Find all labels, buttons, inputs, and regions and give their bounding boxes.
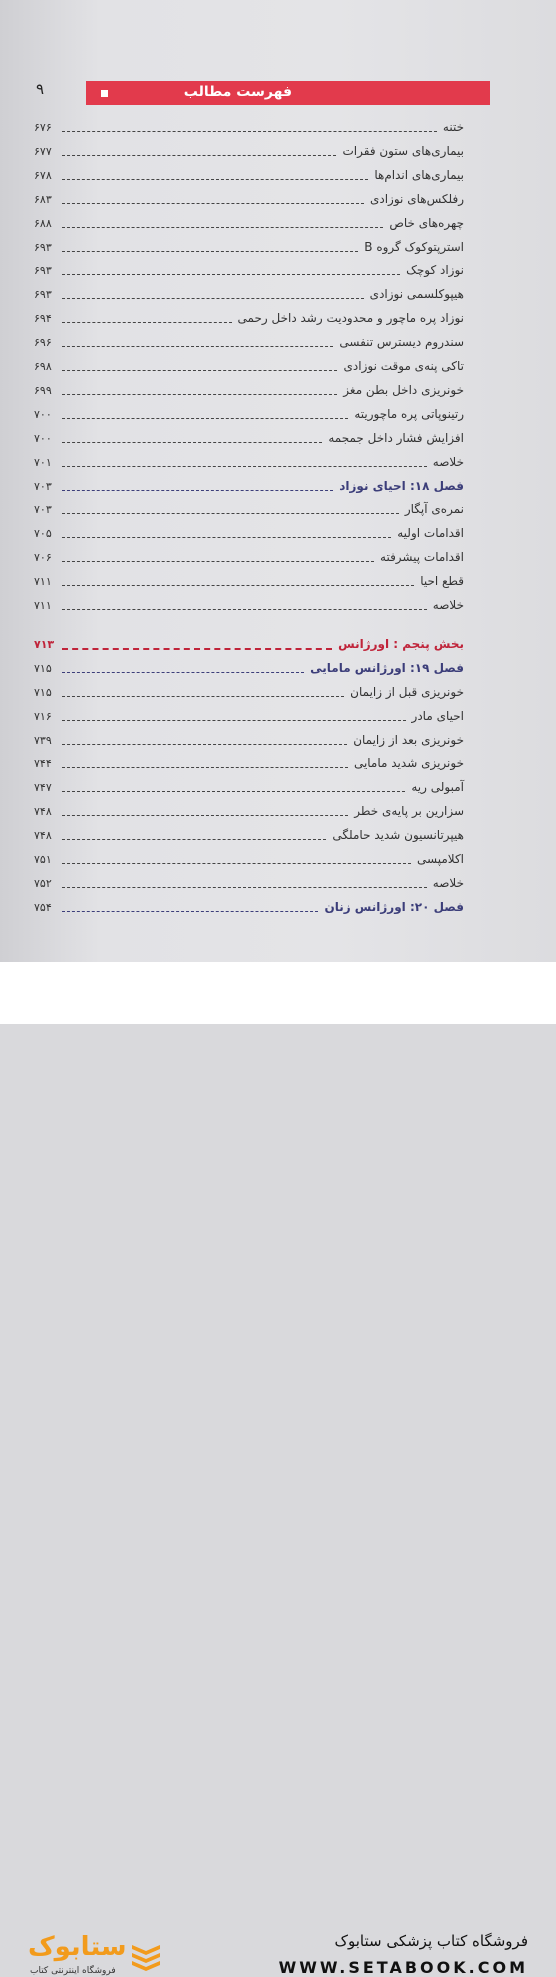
toc-label: احیای مادر: [411, 708, 464, 723]
leader-dashes: [62, 609, 427, 610]
leader-dashes: [62, 537, 391, 538]
toc-page-number: ۷۱۵: [34, 661, 52, 675]
toc-page-number: ۷۰۳: [34, 503, 52, 517]
toc-entry: [34, 191, 464, 213]
toc-label: سزارین بر پایه‌ی خطر: [354, 804, 464, 819]
toc-entry: [34, 262, 464, 284]
toc-page-number: ۷۱۱: [34, 599, 52, 612]
toc-entry: [34, 501, 464, 523]
toc-page-number: ۶۹۳: [34, 264, 52, 278]
leader-dashes: [62, 672, 304, 673]
toc-page-number: ۷۴۸: [34, 829, 52, 843]
toc-label: قطع احیا: [420, 574, 464, 589]
leader-dashes: [62, 863, 411, 864]
leader-dashes: [62, 720, 406, 721]
leader-dashes: [62, 418, 348, 419]
toc-entry: [34, 525, 464, 547]
leader-dashes: [62, 648, 332, 650]
toc-entry: [34, 143, 464, 165]
leader-dashes: [62, 490, 333, 491]
leader-dashes: [62, 131, 437, 132]
leader-dashes: [62, 585, 414, 586]
toc-entry: [34, 732, 464, 754]
toc-entry: [34, 573, 464, 595]
toc-entry: [34, 358, 464, 380]
toc-label: تاکی پنه‌ی موقت نوزادی: [343, 359, 464, 373]
toc-label: بیماری‌های ستون فقرات: [342, 143, 464, 158]
leader-dashes: [62, 767, 348, 768]
toc-page-number: ۷۳۹: [34, 733, 52, 747]
toc-label: رتینوپاتی پره ماچوریته: [354, 406, 464, 421]
toc-label: بیماری‌های اندام‌ها: [374, 167, 464, 182]
store-logo-text: ستابوک: [28, 1932, 127, 1962]
leader-dashes: [62, 179, 368, 180]
toc-page-number: ۶۸۸: [34, 216, 52, 230]
toc-entry: [34, 286, 464, 308]
square-bullet-icon: [101, 90, 108, 97]
toc-entry: [34, 597, 464, 619]
toc-label: نوزاد پره ماچور و محدودیت رشد داخل رحمی: [237, 311, 464, 326]
toc-entry: [34, 167, 464, 189]
store-name: فروشگاه کتاب پزشکی ستابوک: [334, 1932, 528, 1950]
toc-entry: [34, 549, 464, 571]
toc-entry: [34, 708, 464, 730]
toc-label: هیپرتانسیون شدید حاملگی: [332, 828, 464, 843]
toc-page-number: ۷۰۳: [34, 479, 52, 493]
toc-label: استرپتوکوک گروه B: [364, 239, 464, 254]
toc-label: ختنه: [442, 120, 464, 134]
toc-page-number: ۷۱۱: [34, 575, 52, 589]
toc-entry: [34, 827, 464, 849]
toc-label: اقدامات پیشرفته: [380, 550, 464, 565]
leader-dashes: [62, 394, 337, 395]
toc-entry: [34, 430, 464, 452]
leader-dashes: [62, 839, 326, 840]
toc-entry: [34, 215, 464, 237]
toc-page-number: ۷۴۸: [34, 805, 52, 819]
toc-label: خلاصه: [432, 598, 464, 612]
leader-dashes: [62, 155, 336, 156]
toc-label: افزایش فشار داخل جمجمه: [328, 430, 464, 445]
toc-page-number: ۷۰۱: [34, 455, 52, 469]
toc-label: چهره‌های خاص: [389, 215, 464, 230]
toc-page-number: ۷۵۲: [34, 876, 52, 890]
toc-label: اقدامات اولیه: [397, 526, 464, 541]
toc-label: خونریزی شدید مامایی: [353, 756, 464, 771]
toc-label: بخش پنجم : اورژانس: [338, 636, 464, 651]
toc-label: خونریزی قبل از زایمان: [350, 684, 464, 699]
leader-dashes: [62, 274, 400, 275]
toc-title: فهرست مطالب: [183, 84, 292, 100]
toc-label: رفلکس‌های نوزادی: [369, 191, 464, 206]
toc-page-number: ۷۱۵: [34, 685, 52, 699]
toc-page-number: ۶۹۳: [34, 240, 52, 254]
toc-page-number: ۶۹۸: [34, 360, 52, 373]
toc-page-number: ۷۴۴: [34, 757, 52, 771]
leader-dashes: [62, 887, 427, 888]
footer: [0, 962, 556, 1977]
toc-chapter-heading: [34, 660, 464, 682]
toc-page-number: ۷۵۱: [34, 853, 52, 866]
leader-dashes: [62, 251, 358, 252]
leader-dashes: [62, 203, 364, 204]
toc-chapter-heading: [34, 899, 464, 921]
toc-label: خونریزی بعد از زایمان: [353, 732, 464, 747]
toc-label: خلاصه: [432, 454, 464, 469]
toc-page-number: ۷۰۵: [34, 527, 52, 541]
leader-dashes: [62, 466, 427, 467]
toc-page-number: ۷۱۳: [34, 637, 55, 651]
toc-page-number: ۷۵۴: [34, 900, 52, 914]
leader-dashes: [62, 370, 337, 371]
toc-entry: [34, 334, 464, 356]
toc-section-heading: [34, 636, 464, 658]
toc-label: فصل ۲۰: اورژانس زنان: [324, 899, 464, 914]
book-logo-icon: [128, 1937, 164, 1973]
toc-label: نوزاد کوچک: [406, 263, 464, 278]
leader-dashes: [62, 513, 399, 514]
leader-dashes: [62, 227, 383, 228]
toc-page-number: ۷۱۶: [34, 709, 52, 723]
toc-entry: [34, 875, 464, 897]
leader-dashes: [62, 696, 344, 697]
toc-chapter-heading: [34, 478, 464, 500]
leader-dashes: [62, 346, 333, 347]
toc-label: خونریزی داخل بطن مغز: [343, 382, 464, 397]
toc-page-number: ۶۹۹: [34, 383, 52, 397]
toc-page-number: ۷۰۰: [34, 407, 52, 421]
toc-entry: [34, 382, 464, 404]
toc-entry: [34, 454, 464, 476]
store-logo-subtitle: فروشگاه اینترنتی کتاب: [30, 1966, 116, 1976]
toc-entry: [34, 803, 464, 825]
toc-page-number: ۷۰۶: [34, 551, 52, 565]
toc-label: فصل ۱۹: اورژانس مامایی: [310, 660, 464, 675]
leader-dashes: [62, 744, 347, 745]
toc-entry: [34, 310, 464, 332]
toc-entry: [34, 406, 464, 428]
toc-label: سندروم دیسترس تنفسی: [339, 335, 464, 350]
toc-entry: [34, 755, 464, 777]
toc-label: اکلامپسی: [417, 852, 464, 866]
toc-page-number: ۶۹۴: [34, 312, 52, 326]
toc-label: خلاصه: [432, 875, 464, 890]
toc-page-number: ۶۷۶: [34, 121, 52, 134]
toc-page-number: ۶۸۳: [34, 192, 52, 206]
store-url-link[interactable]: WWW.SETABOOK.COM: [278, 1958, 528, 1977]
toc-label: هیپوکلسمی نوزادی: [369, 287, 464, 302]
toc-page-number: ۷۴۷: [34, 781, 52, 795]
toc-page-number: ۶۷۸: [34, 168, 52, 182]
toc-label: آمبولی ریه: [411, 780, 464, 795]
book-page: [0, 0, 556, 962]
toc-entry: [34, 239, 464, 261]
toc-entry: [34, 119, 464, 141]
leader-dashes: [62, 791, 405, 792]
toc-label: فصل ۱۸: احیای نوزاد: [339, 478, 464, 493]
leader-dashes: [62, 815, 348, 816]
leader-dashes: [62, 911, 318, 912]
leader-dashes: [62, 561, 374, 562]
toc-page-number: ۷۰۰: [34, 431, 52, 445]
leader-dashes: [62, 322, 232, 323]
leader-dashes: [62, 442, 322, 443]
leader-dashes: [62, 298, 364, 299]
toc-page-number: ۶۹۶: [34, 336, 52, 350]
toc-entry: [34, 851, 464, 873]
toc-entry: [34, 779, 464, 801]
toc-entry: [34, 684, 464, 706]
toc-page-number: ۶۷۷: [34, 144, 52, 158]
toc-label: نمره‌ی آپگار: [404, 502, 464, 517]
toc-page-number: ۶۹۳: [34, 288, 52, 302]
page-number: ۹: [36, 80, 45, 98]
